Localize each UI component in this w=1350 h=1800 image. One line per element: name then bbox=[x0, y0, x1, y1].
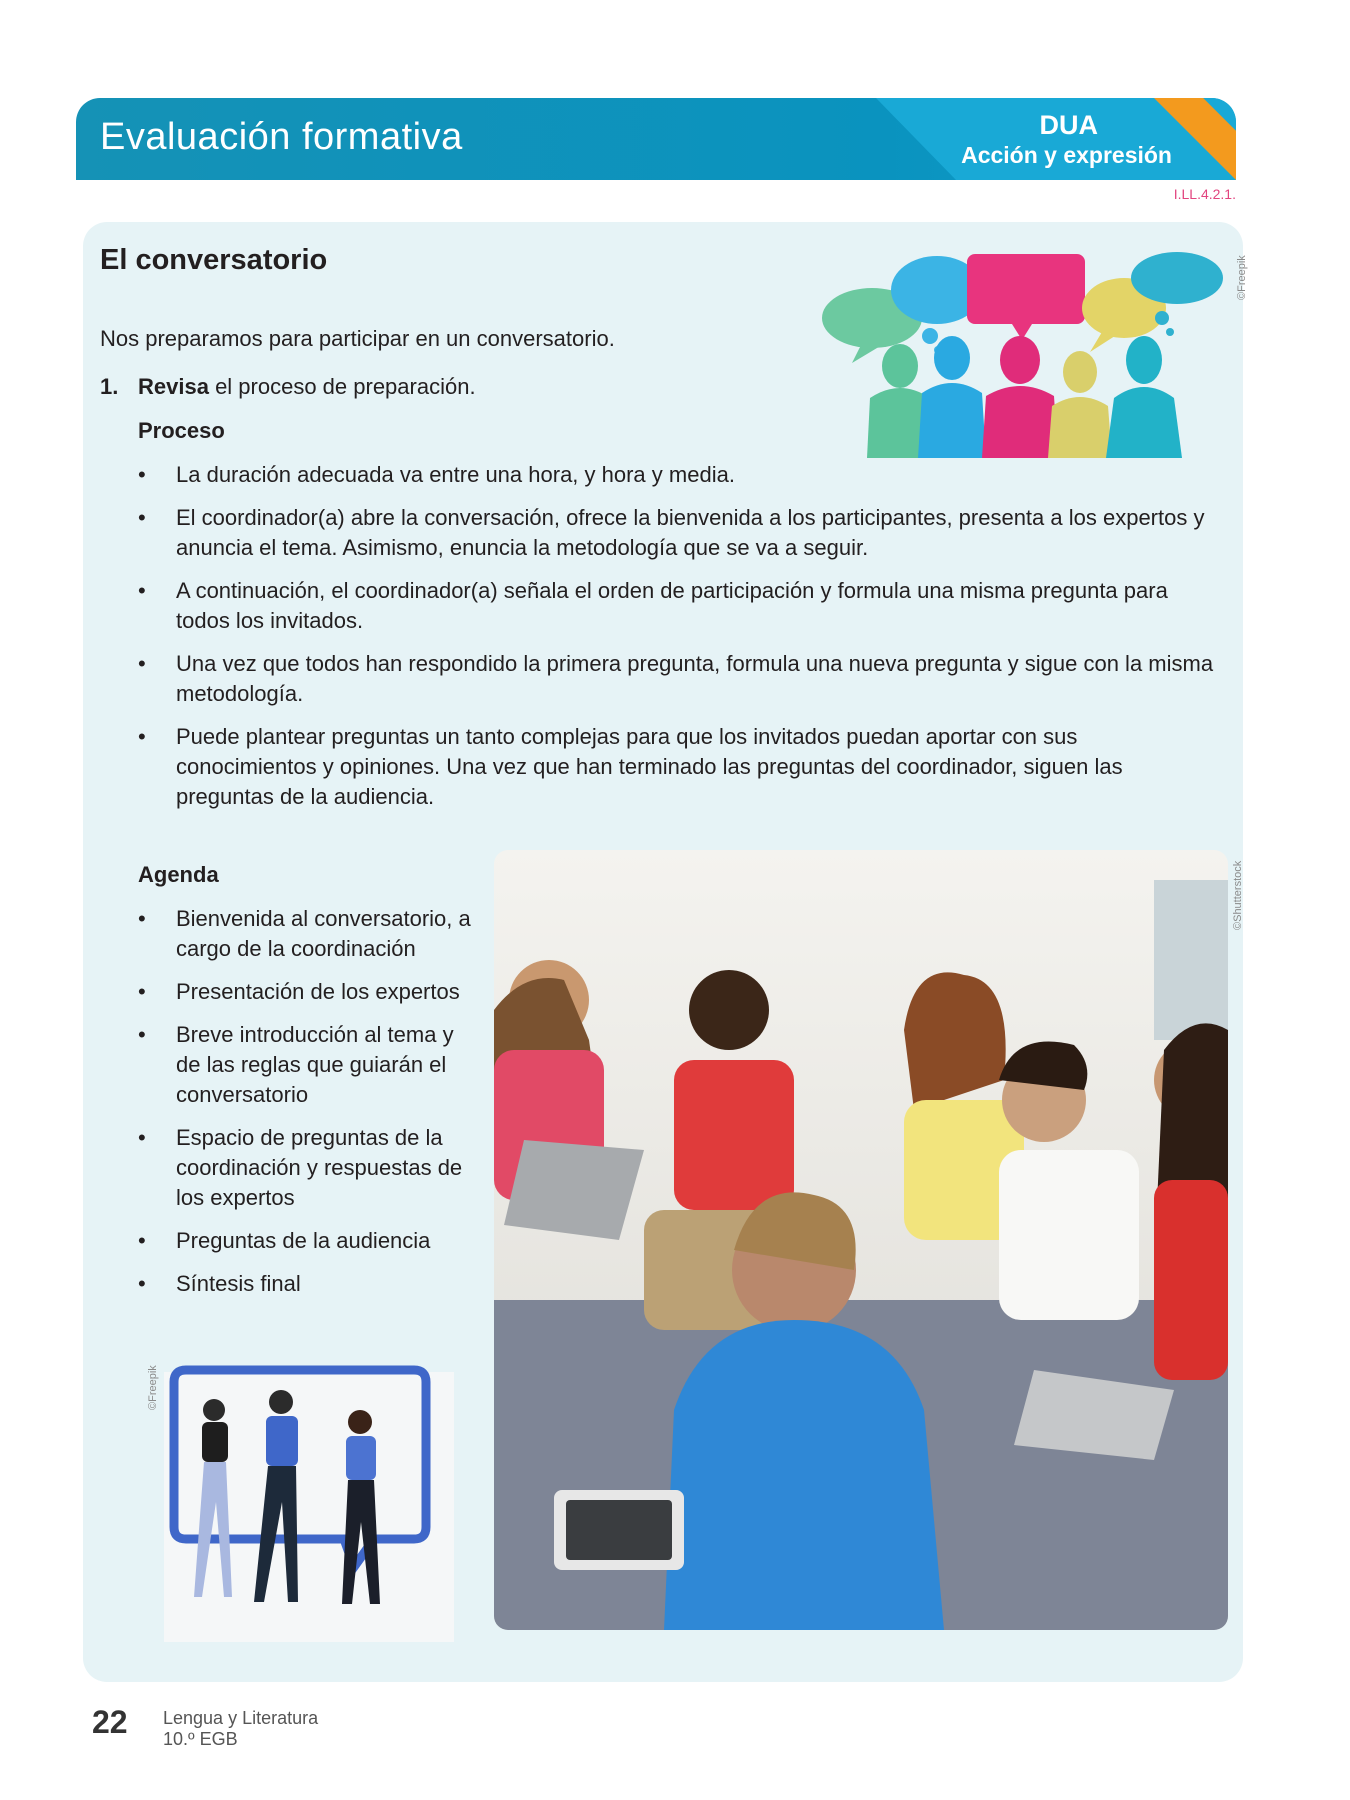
speech-bubble-pink bbox=[967, 254, 1085, 324]
credit-freepik-bottom: ©Freepik bbox=[147, 1365, 159, 1410]
list-item: • Puede plantear preguntas un tanto complejas para que los invitados puedan aportar con sus conocimientos y opiniones. Una vez que han terminado las preguntas del coordinador, siguen las preguntas de la audiencia. bbox=[138, 722, 1218, 812]
group-discussion-photo bbox=[494, 850, 1228, 1630]
page-number: 22 bbox=[92, 1704, 128, 1740]
list-item: • La duración adecuada va entre una hora, y hora y media. bbox=[138, 460, 1218, 490]
section-title: El conversatorio bbox=[100, 244, 328, 276]
presentation-illustration bbox=[164, 1352, 454, 1642]
footer-subject-name: Lengua y Literatura bbox=[163, 1708, 319, 1728]
dua-title: DUA bbox=[1039, 110, 1098, 140]
list-item: • Preguntas de la audiencia bbox=[138, 1226, 478, 1256]
intro-text: Nos preparamos para participar en un conversatorio. bbox=[100, 326, 615, 351]
page-title: Evaluación formativa bbox=[100, 116, 463, 158]
list-item: • Espacio de preguntas de la coordinación y respuestas de los expertos bbox=[138, 1123, 478, 1213]
skill-code: I.LL.4.2.1. bbox=[1173, 186, 1236, 202]
list-item: • Síntesis final bbox=[138, 1269, 478, 1299]
question-verb: Revisa bbox=[138, 374, 209, 399]
question-text: el proceso de preparación. bbox=[208, 374, 476, 399]
list-item: • A continuación, el coordinador(a) señala el orden de participación y formula una misma pregunta para todos los invitados. bbox=[138, 576, 1218, 636]
list-item: • Breve introducción al tema y de las reglas que guiarán el conversatorio bbox=[138, 1020, 478, 1110]
list-item: • El coordinador(a) abre la conversación, ofrece la bienvenida a los participantes, presenta a los expertos y anuncia el tema. Asimismo, enuncia la metodología que se va a seguir. bbox=[138, 503, 1218, 563]
footer-grade: 10.º EGB bbox=[163, 1729, 238, 1749]
people-silhouettes bbox=[867, 336, 1182, 458]
process-heading: Proceso bbox=[138, 418, 225, 443]
dua-subtitle: Acción y expresión bbox=[961, 142, 1172, 168]
list-item: • Una vez que todos han respondido la primera pregunta, formula una nueva pregunta y sigue con la misma metodología. bbox=[138, 649, 1218, 709]
question-1 bbox=[100, 372, 476, 402]
speech-bubble-cloud bbox=[1131, 252, 1223, 304]
list-item: • Presentación de los expertos bbox=[138, 977, 478, 1007]
question-number: 1. bbox=[100, 374, 119, 399]
agenda-heading: Agenda bbox=[138, 862, 219, 887]
header-banner bbox=[76, 98, 1236, 180]
photo-drawing bbox=[494, 850, 1228, 1630]
footer-subject bbox=[163, 1708, 318, 1750]
list-item: • Bienvenida al conversatorio, a cargo de la coordinación bbox=[138, 904, 478, 964]
credit-shutterstock: ©Shutterstock bbox=[1232, 860, 1244, 930]
process-list bbox=[138, 460, 1218, 825]
credit-freepik-top: ©Freepik bbox=[1236, 255, 1248, 300]
agenda-list bbox=[138, 904, 478, 1312]
conversation-illustration bbox=[822, 248, 1226, 458]
